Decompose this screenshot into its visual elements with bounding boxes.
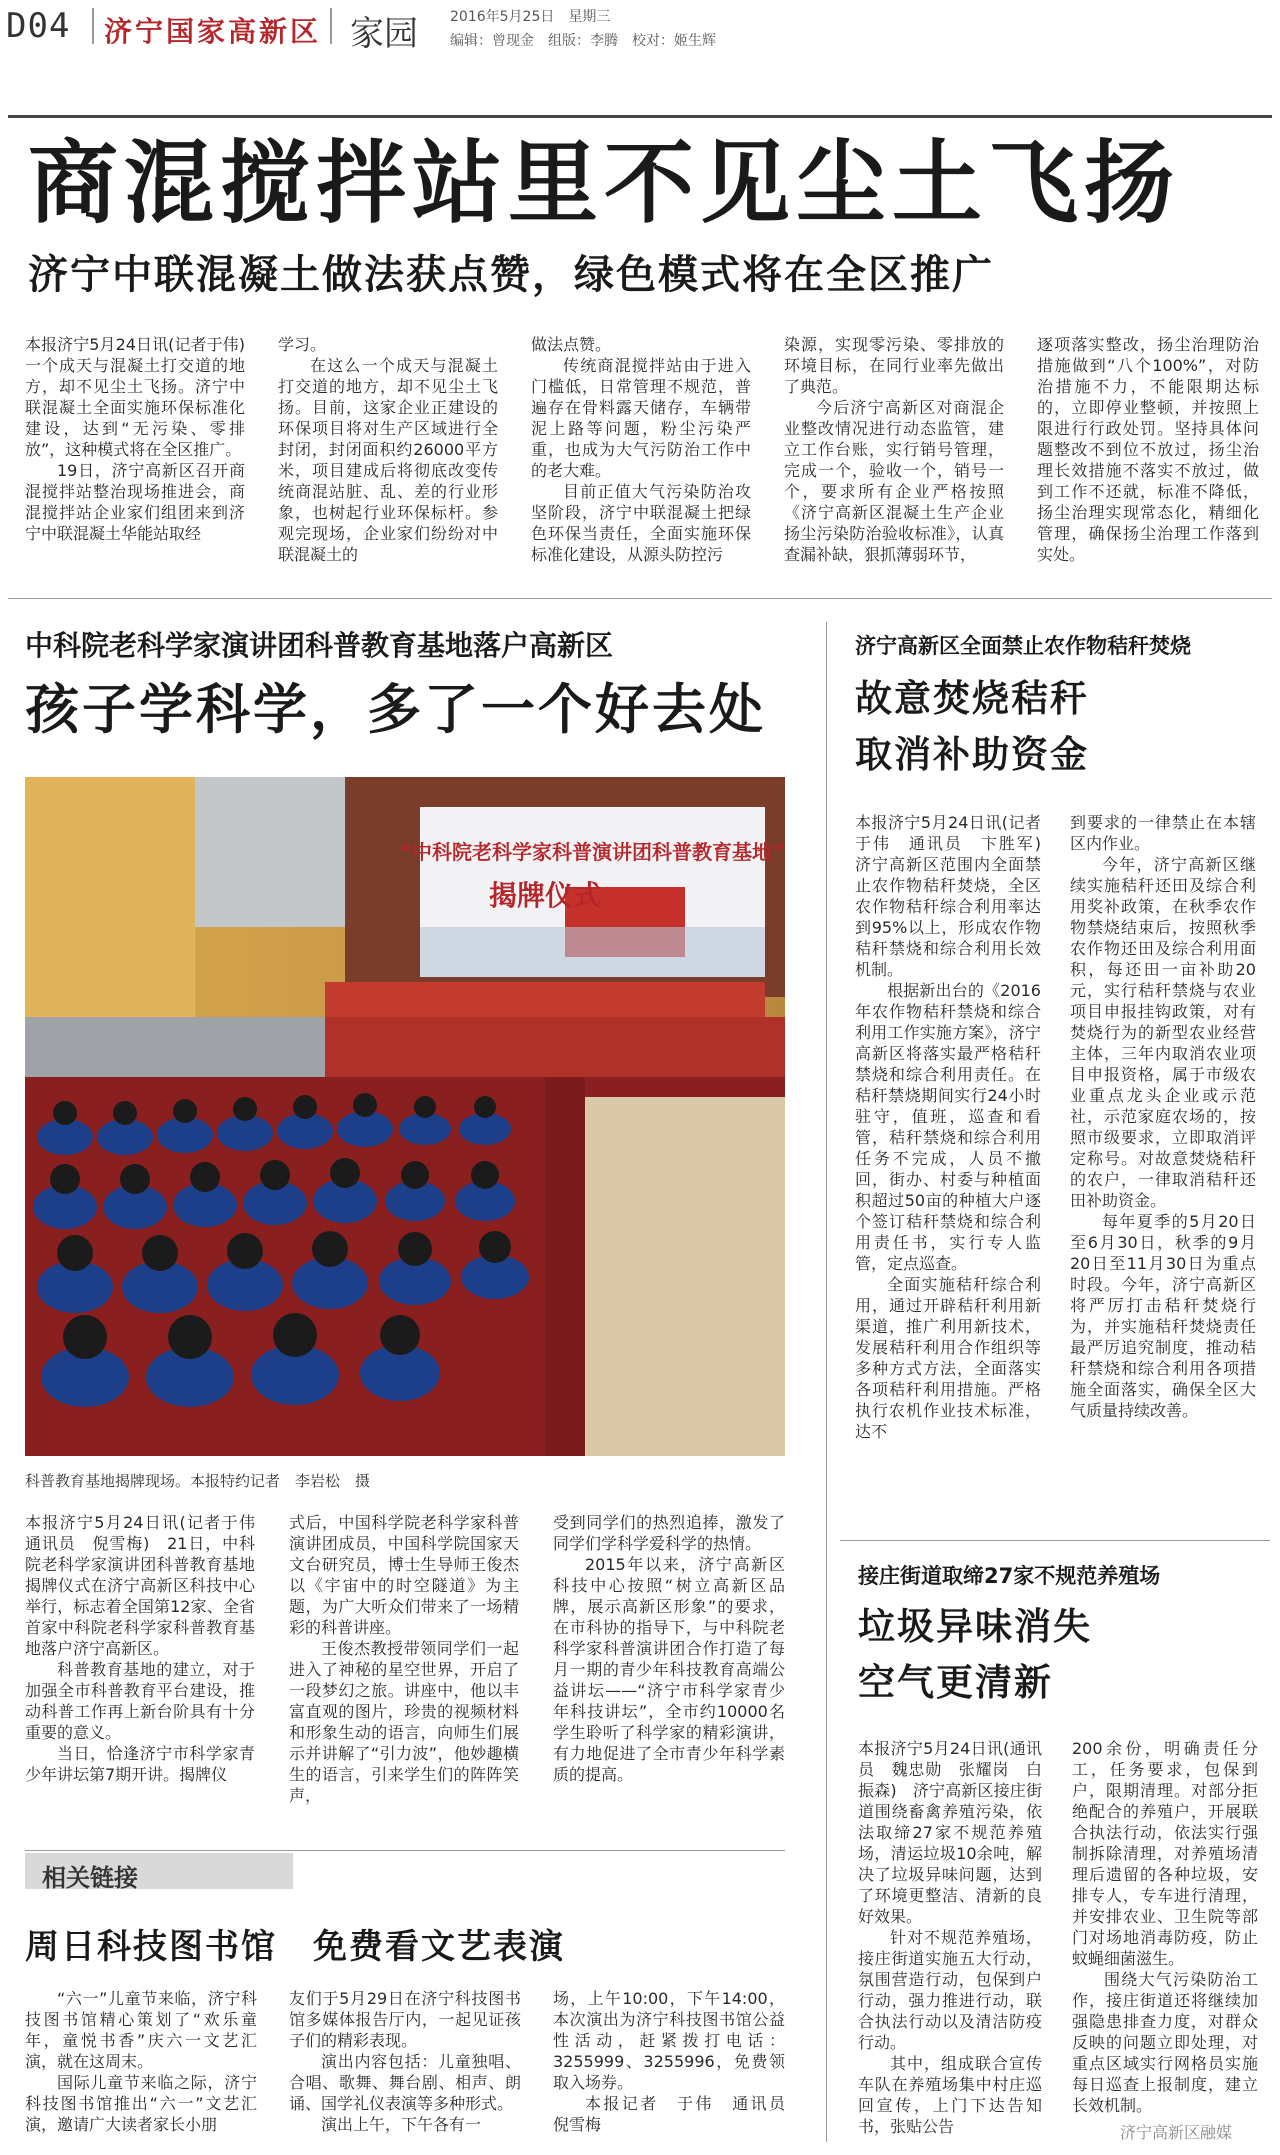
straw-kicker: 济宁高新区全面禁止农作物秸秆焚烧 [855, 634, 1191, 658]
photo-caption: 科普教育基地揭牌现场。本报特约记者 李岩松 摄 [25, 1472, 371, 1490]
related-headline: 周日科技图书馆 免费看文艺表演 [25, 1927, 565, 1967]
straw-column-1 [855, 812, 1058, 1502]
paragraph: 学习。 [278, 335, 327, 354]
paragraph: 受到同学们的热烈追捧，激发了同学们学科学爱科学的热情。 [553, 1513, 785, 1553]
divider [92, 8, 94, 44]
paragraph: 演出上午，下午各有一 [321, 2115, 482, 2134]
paragraph: 传统商混搅拌站由于进入门槛低，日常管理不规范，普遍存在骨料露天储存，车辆带泥上路等问题，粉尘污染严重，也成为大气污防治工作中的老大难。 [531, 356, 751, 480]
paragraph: 本报记者 于伟 通讯员 倪雪梅 [553, 2094, 802, 2134]
auditorium-photo [25, 777, 785, 1456]
paragraph: 今后济宁高新区对商混企业整改情况进行动态监管，建立工作台账，实行销号管理，完成一个，验收一个，销号一个，要求所有企业严格按照《济宁高新区混凝土生产企业扬尘污染防治验收标准》，认真查漏补缺，狠抓薄弱环节， [784, 398, 1004, 564]
staff-credits: 编辑：曾现金 组版：李腾 校对：姬生辉 [450, 33, 716, 49]
paragraph: “六一”儿童节来临，济宁科技图书馆精心策划了“欢乐童年，童悦书香”庆六一文艺汇演，就在这周末。 [25, 1989, 257, 2071]
science-headline: 孩子学科学，多了一个好去处 [25, 677, 766, 741]
related-column-1 [25, 1988, 257, 2152]
paragraph: 王俊杰教授带领同学们一起进入了神秘的星空世界，开启了一段梦幻之旅。讲座中，他以丰富直观的图片，珍贵的视频材料和形象生动的语言，向师生们展示并讲解了“引力波”，他妙趣横生的语言，引来学生们的阵阵笑声， [289, 1639, 519, 1805]
banner-title: “中科院老科学家科普演讲团科普教育基地” [398, 840, 786, 864]
header-rule [8, 115, 1272, 118]
masthead-logo: 济宁国家高新区 [104, 15, 322, 48]
science-kicker: 中科院老科学家演讲团科普教育基地落户高新区 [25, 629, 614, 662]
divider [840, 1540, 1270, 1541]
paragraph: 19日，济宁高新区召开商混搅拌站整治现场推进会，商混搅拌站企业家们组团来到济宁中联混凝土华能站取经 [25, 461, 245, 543]
farms-headline-1: 垃圾异味消失 [858, 1605, 1092, 1648]
issue-date: 2016年5月25日 星期三 [450, 9, 611, 25]
section-name: 家园 [350, 14, 418, 54]
paragraph: 在这么一个成天与混凝土打交道的地方，却不见尘土飞扬。目前，这家企业正建设的环保项目将对生产区域进行全封闭，封闭面积约26000平方米，项目建成后将彻底改变传统商混站脏、乱、差的行业形象，也树起行业环保标杆。参观完现场，企业家们纷纷对中联混凝土的 [278, 356, 498, 564]
paragraph: 针对不规范养殖场，接庄街道实施五大行动，氛围营造行动，包保到户行动，强力推进行动，联合执法行动以及清洁防疫行动。 [858, 1928, 1042, 2052]
page-number: D04 [6, 6, 71, 46]
straw-headline-1: 故意焚烧秸秆 [855, 677, 1089, 720]
event-photo [25, 777, 785, 1456]
paragraph: 围绕大气污染防治工作，接庄街道还将继续加强隐患排查力度，对群众反映的问题立即处理，对重点区域实行网格员实施每日巡查上报制度，建立长效机制。 [1072, 1970, 1258, 2115]
straw-headline-2: 取消补助资金 [855, 733, 1089, 776]
farms-column-2 [1072, 1738, 1258, 2150]
lead-column-2 [278, 334, 498, 574]
lead-column-1 [25, 334, 262, 574]
paragraph: 本报济宁5月24日讯(记者于伟) 一个成天与混凝土打交道的地方，却不见尘土飞扬。济宁中联混凝土全面实施环保标准化建设，达到“无污染、零排放”，这种模式将在全区推广。 [25, 335, 262, 459]
banner-subtitle: 揭牌仪式 [488, 879, 602, 912]
lead-column-4 [784, 334, 1004, 574]
paragraph: 国际儿童节来临之际，济宁科技图书馆推出“六一”文艺汇演，邀请广大读者家长小朋 [25, 2073, 257, 2134]
science-column-1 [25, 1512, 272, 1830]
paragraph: 2015年以来，济宁高新区科技中心按照“树立高新区品牌，展示高新区形象”的要求，在市科协的指导下，与中科院老科学家科普演讲团合作打造了每月一期的青少年科技教育高端公益讲坛——“济宁市科学家青少年科技讲坛”，全市约10000名学生聆听了科学家的精彩演讲，有力地促进了全市青少年科学素质的提高。 [553, 1555, 785, 1784]
lead-column-3 [531, 334, 751, 574]
related-column-2 [289, 1988, 521, 2152]
paragraph: 友们于5月29日在济宁科技图书馆多媒体报告厅内，一起见证孩子们的精彩表现。 [289, 1989, 521, 2050]
straw-column-2 [1070, 812, 1256, 1502]
paragraph: 本报济宁5月24日讯(通讯员 魏忠勋 张耀岗 白振森) 济宁高新区接庄街道围绕畜禽养殖污染，依法取缔27家不规范养殖场，清运垃圾10余吨，解决了垃圾异味问题，达到了环境更整洁、清新的良好效果。 [858, 1739, 1042, 1926]
related-column-3 [553, 1988, 802, 2152]
divider [25, 1850, 785, 1851]
paragraph: 逐项落实整改，扬尘治理防治措施做到“八个100%”，对防治措施不力，不能限期达标的，立即停业整顿，并按照上限进行行政处罚。坚持具体问题整改不到位不放过，扬尘治理长效措施不落实不放过，做到工作不还就，标准不降低，扬尘治理实现常态化，精细化管理，确保扬尘治理工作落到实处。 [1037, 335, 1259, 564]
paragraph: 本报济宁5月24日讯(记者于伟 通讯员 倪雪梅) 21日，中科院老科学家演讲团科普教育基地揭牌仪式在济宁高新区科技中心举行，标志着全国第12家、全省首家中科院老科学家科普教育基地落户济宁高新区。 [25, 1513, 272, 1658]
divider [330, 8, 332, 44]
farms-kicker: 接庄街道取缔27家不规范养殖场 [858, 1564, 1161, 1588]
related-label: 相关链接 [42, 1864, 138, 1892]
science-column-2 [289, 1512, 519, 1830]
science-column-3 [553, 1512, 785, 1830]
watermark: 济宁高新区融媒 [1120, 2123, 1233, 2142]
farms-headline-2: 空气更清新 [858, 1661, 1053, 1704]
lead-subhead: 济宁中联混凝土做法获点赞，绿色模式将在全区推广 [28, 252, 994, 298]
paragraph: 其中，组成联合宣传车队在养殖场集中村庄巡回宣传，上门下达告知书，张贴公告 [858, 2054, 1042, 2136]
paragraph: 做法点赞。 [531, 335, 612, 354]
paragraph: 当日，恰逢济宁市科学家青少年讲坛第7期开讲。揭牌仪 [25, 1744, 255, 1784]
paragraph: 目前正值大气污染防治攻坚阶段，济宁中联混凝土把绿色环保当责任，全面实施环保标准化建设，从源头防控污 [531, 482, 751, 564]
paragraph: 演出内容包括：儿童独唱、合唱、歌舞、舞台剧、相声、朗诵、国学礼仪表演等多种形式。 [289, 2052, 521, 2113]
column-divider [826, 622, 827, 2142]
paragraph: 本报济宁5月24日讯(记者 于伟 通讯员 卞胜军) 济宁高新区范围内全面禁止农作物秸秆焚烧，全区农作物秸秆综合利用率达到95%以上，形成农作物秸秆禁烧和综合利用长效机制。 [855, 813, 1058, 979]
paragraph: 染源，实现零污染、零排放的环境目标，在同行业率先做出了典范。 [784, 335, 1004, 396]
paragraph: 今年，济宁高新区继续实施秸秆还田及综合利用奖补政策，在秋季农作物禁烧结束后，按照秋季农作物还田及综合利用面积，每还田一亩补助20元，实行秸秆禁烧与农业项目申报挂钩政策，对有焚烧行为的新型农业经营主体，三年内取消农业项目申报资格，属于市级农业重点龙头企业或示范社，示范家庭农场的，按照市级要求，立即取消评定称号。对故意焚烧秸秆的农户，一律取消秸秆还田补助资金。 [1070, 855, 1256, 1210]
divider [8, 598, 1272, 599]
paragraph: 每年夏季的5月20日至6月30日，秋季的9月20日至11月30日为重点时段。今年，济宁高新区将严厉打击秸秆焚烧行为，并实施秸秆焚烧责任最严厉追究制度，推动秸秆禁烧和综合利用各项措施全面落实，确保全区大气质量持续改善。 [1070, 1212, 1256, 1420]
paragraph: 场，上午10:00，下午14:00，本次演出为济宁科技图书馆公益性活动，赶紧拨打电话：3255999、3255996，免费领取入场券。 [553, 1989, 785, 2092]
paragraph: 到要求的一律禁止在本辖区内作业。 [1070, 813, 1256, 853]
paragraph: 全面实施秸秆综合利用，通过开辟秸秆利用新渠道，推广利用新技术，发展秸秆利用合作组织等多种方式方法，全面落实各项秸秆利用措施。严格执行农机作业技术标准，达不 [855, 1275, 1041, 1441]
farms-column-1 [858, 1738, 1042, 2150]
paragraph: 式后，中国科学院老科学家科普演讲团成员，中国科学院国家天文台研究员，博士生导师王俊杰以《宇宙中的时空隧道》为主题，为广大听众们带来了一场精彩的科普讲座。 [289, 1513, 519, 1637]
lead-column-5 [1037, 334, 1259, 574]
lead-headline: 商混搅拌站里不见尘土飞扬 [28, 130, 1180, 236]
paragraph: 科普教育基地的建立，对于加强全市科普教育平台建设，推动科普工作再上新台阶具有十分重要的意义。 [25, 1660, 255, 1742]
paragraph: 200余份，明确责任分工，任务要求，包保到户，限期清理。对部分拒绝配合的养殖户，开展联合执法行动，依法实行强制拆除清理，对养殖场清理后遗留的各种垃圾，安排专人，专车进行清理，并安排农业、卫生院等部门对场地消毒防疫，防止蚊蝇细菌滋生。 [1072, 1739, 1258, 1968]
paragraph: 根据新出台的《2016年农作物秸秆禁烧和综合利用工作实施方案》，济宁高新区将落实最严格秸秆禁烧和综合利用责任。在秸秆禁烧期间实行24小时驻守，值班，巡查和看管，秸秆禁烧和综合利用任务不完成，人员不撤回，街办、村委与种植面积超过50亩的种植大户逐个签订秸秆禁烧和综合利用责任书，实行专人监管，定点巡查。 [855, 981, 1041, 1273]
